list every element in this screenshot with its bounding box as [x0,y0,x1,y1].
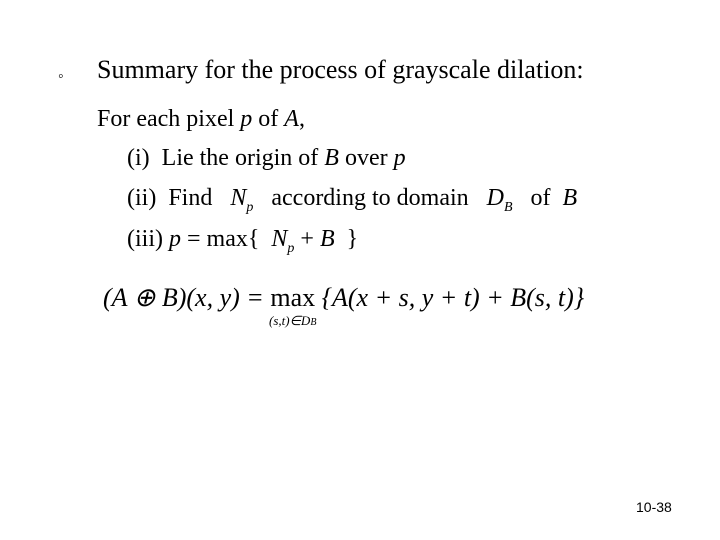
formula-lhs: (A ⊕ B)(x, y) = [103,283,264,312]
step-2-mid: according to domain [271,185,469,211]
step-2-text: Find [168,185,213,211]
slide-title: Summary for the process of grayscale dilation: [97,55,584,84]
formula-max-operator [269,283,317,328]
step-1 [127,145,406,172]
intro-line [97,106,305,133]
formula-under: (s,t)∈D [269,313,311,328]
step-2-D: D [486,185,504,211]
intro-pre: For each pixel [97,106,241,132]
step-3-N: N [271,226,288,252]
step-3-close: } [346,226,359,252]
intro-A: A [284,106,299,132]
step-2-label: (ii) [127,185,157,211]
step-2-N-sub: p [246,200,254,215]
step-1-label: (i) [127,145,150,171]
step-2 [127,185,578,215]
step-3-N-sub: p [287,241,295,256]
step-2-D-sub: B [503,200,513,215]
step-1-text: Lie the origin of [161,145,325,171]
step-3-label: (iii) [127,226,163,252]
formula-under-sub: B [310,317,317,328]
step-2-N: N [230,185,247,211]
intro-p: p [240,106,253,132]
intro-post: , [298,106,305,132]
step-3 [127,226,359,256]
dilation-formula [103,283,585,328]
step-1-p: p [393,145,406,171]
step-2-of: of [530,185,551,211]
formula-max: max [270,283,316,312]
step-3-B: B [319,226,335,252]
step-3-p: p [169,226,181,252]
bullet-marker: ◦ [58,68,64,85]
step-3-plus: + [294,226,320,252]
intro-mid: of [252,106,285,132]
step-3-eq: = max{ [181,226,260,252]
page-number: 10-38 [636,499,672,515]
step-2-B: B [562,185,578,211]
step-1-B: B [324,145,339,171]
formula-max-subscript [269,313,316,329]
step-1-mid: over [338,145,394,171]
formula-rhs: {A(x + s, y + t) + B(s, t)} [321,283,585,312]
